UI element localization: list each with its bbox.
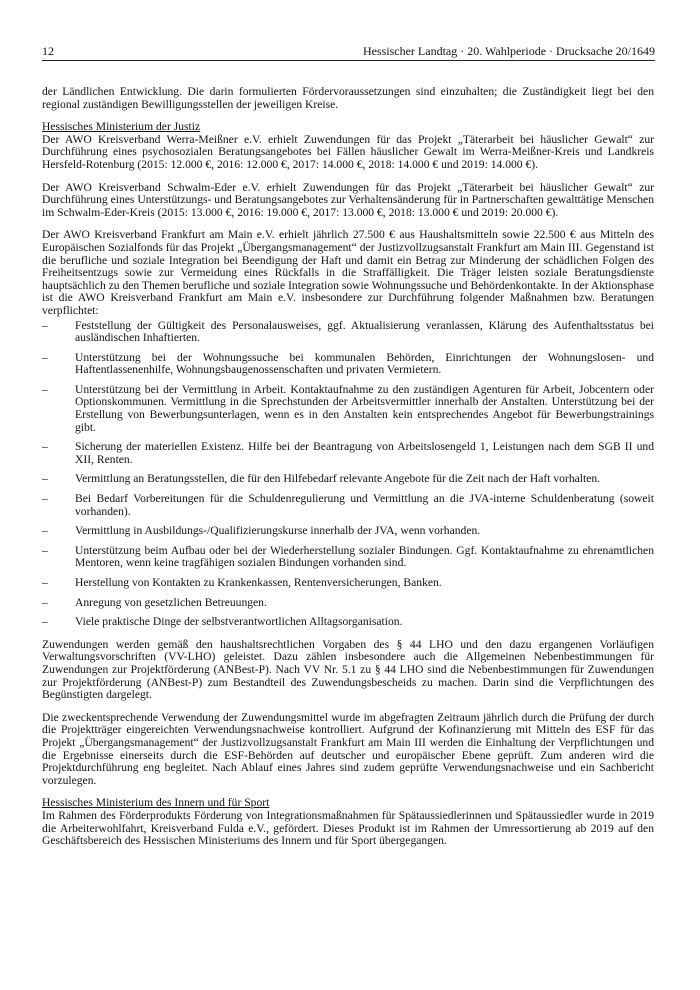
- section-heading-innern: Hessisches Ministerium des Innern und für Sport: [42, 796, 270, 810]
- list-item: [42, 441, 654, 466]
- dash-marker: –: [42, 615, 48, 629]
- section-heading-justiz: Hessisches Ministerium der Justiz: [42, 120, 201, 134]
- dash-marker: –: [42, 382, 48, 396]
- paragraph: Zuwendungen werden gemäß den haushaltsrechtlichen Vorgaben des § 44 LHO und den dazu ergangenen Vorläufigen Verwaltungsvorschriften (VV-LHO) geleistet. Dazu zählen insbesondere auch die Allgemeinen Nebenbestimmungen für Zuwendungen zur Projektförderung (ANBest-P). Nach VV Nr. 5.1 zu § 44 LHO sind die Nebenbestimmungen für Zuwendungen zur Projektförderung (ANBest-P) zum Bestandteil des Zuwendungsbescheids zu machen. Darin sind die Verpflichtungen des Begünstigten dargelegt.: [42, 637, 654, 702]
- measures-list: [42, 320, 654, 629]
- dash-marker: –: [42, 472, 48, 486]
- intro-paragraph: der Ländlichen Entwicklung. Die darin formulierten Fördervoraussetzungen sind einzuhalten; die Zuständigkeit liegt bei den regional zuständigen Bewilligungsstellen der jeweiligen Kreise.: [42, 85, 654, 111]
- paragraph: Der AWO Kreisverband Frankfurt am Main e.V. erhielt jährlich 27.500 € aus Haushaltsmitteln sowie 22.500 € aus Mitteln des Europäischen Sozialfonds für das Projekt „Übergangsmanagement“ der Justizvollzugsanstalt Frankfurt am Main III. Gegenstand ist die berufliche und soziale Integration bei Beendigung der Haft und damit ein Betrag zur Minderung der schädlichen Folgen des Freiheitsentzugs sowie zur Vermeidung eines Rückfalls in die Straffälligkeit. Die Träger leisten soziale Beratungsdienste hauptsächlich zu den Themen berufliche und soziale Integration sowie Wohnungssuche und Behördenkontakte. In der Aktionsphase ist die AWO Kreisverband Frankfurt am Main e.V. insbesondere zur Durchführung folgender Maßnahmen bzw. Beratungen verpflichtet:: [42, 228, 654, 317]
- list-item: [42, 616, 654, 629]
- list-item-text: Unterstützung bei der Wohnungssuche bei kommunalen Behörden, Einrichtungen der Wohnungslosen- und Haftentlassenenhilfe, Wohnungsbaugenossenschaften und privaten Vermietern.: [75, 350, 654, 377]
- dash-marker: –: [42, 524, 48, 538]
- section-justiz: [42, 121, 654, 787]
- list-item: [42, 525, 654, 538]
- dash-marker: –: [42, 440, 48, 454]
- list-item: [42, 320, 654, 345]
- list-item: [42, 597, 654, 610]
- running-head: Hessischer Landtag · 20. Wahlperiode · Drucksache 20/1649: [362, 44, 655, 58]
- list-item-text: Viele praktische Dinge der selbstverantwortlichen Alltagsorganisation.: [75, 615, 403, 629]
- header-rule: [42, 60, 655, 61]
- dash-marker: –: [42, 492, 48, 506]
- list-item: [42, 545, 654, 570]
- list-item: [42, 352, 654, 377]
- dash-marker: –: [42, 543, 48, 557]
- list-item-text: Herstellung von Kontakten zu Krankenkassen, Rentenversicherungen, Banken.: [75, 576, 442, 589]
- section-innern: [42, 797, 654, 847]
- paragraph: Der AWO Kreisverband Werra-Meißner e.V. erhielt Zuwendungen für das Projekt „Täterarbeit bei häuslicher Gewalt“ zur Durchführung eines psychosozialen Beratungsangebotes bei Fällen häuslicher Gewalt im Werra-Meißner-Kreis und Landkreis Hersfeld-Rotenburg (2015: 12.000 €, 2016: 12.000 €, 2017: 14.000 €, 2018: 14.000 € und 2019: 14.000 €).: [42, 132, 654, 171]
- paragraph: Im Rahmen des Förderprodukts Förderung von Integrationsmaßnahmen für Spätaussiedlerinnen und Spätaussiedler wurde in 2019 die Arbeiterwohlfahrt, Kreisverband Fulda e.V., gefördert. Dieses Produkt ist im Rahmen der Umressortierung ab 2019 auf den Geschäftsbereich des Hessischen Ministeriums des Innern und für Sport übergegangen.: [42, 808, 654, 848]
- list-item-text: Anregung von gesetzlichen Betreuungen.: [75, 595, 267, 609]
- paragraph: Die zweckentsprechende Verwendung der Zuwendungsmittel wurde im abgefragten Zeitraum jährlich durch die Prüfung der durch die Projektträger eingereichten Verwendungsnachweise kontrolliert. Aufgrund der Kofinanzierung mit Mitteln des ESF für das Projekt „Übergangsmanagement“ der Justizvollzugsanstalt Frankfurt am Main III werden die Einhaltung der Verpflichtungen und die Ergebnisse einerseits durch die ESF-Behörden auf deutscher und europäischer Ebene geprüft. Zum anderen wird die Projektdurchführung eng begleitet. Nach Ablauf eines Jahres sind zudem geprüfte Verwendungsnachweise und ein Sachbericht vorzulegen.: [42, 710, 654, 787]
- list-item-text: Unterstützung bei der Vermittlung in Arbeit. Kontaktaufnahme zu den zuständigen Agenturen für Arbeit, Jobcentern oder Optionskommunen. Vermittlung in die Sprechstunden der Arbeitsvermittler innerhalb der Anstalten. Unterstützung bei der Erstellung von Bewerbungsunterlagen, wenn es in den Anstalten kein entsprechendes Angebot für Bewerbungstrainings gibt.: [75, 382, 654, 434]
- dash-marker: –: [42, 576, 48, 589]
- list-item-text: Unterstützung beim Aufbau oder bei der Wiederherstellung sozialer Bindungen. Ggf. Kontaktaufnahme zu ehrenamtlichen Mentoren, wenn keine tragfähigen sozialen Bindungen vorhanden sind.: [75, 543, 654, 570]
- document-body: [42, 86, 654, 858]
- paragraph: Der AWO Kreisverband Schwalm-Eder e.V. erhielt Zuwendungen für das Projekt „Täterarbeit bei häuslicher Gewalt“ zur Durchführung eines Unterstützungs- und Beratungsangebotes zur Verhaltensänderung für in Partnerschaften gewalttätige Menschen im Schwalm-Eder-Kreis (2015: 13.000 €, 2016: 19.000 €, 2017: 13.000 €, 2018: 13.000 € und 2019: 20.000 €).: [42, 180, 654, 219]
- list-item-text: Bei Bedarf Vorbereitungen für die Schuldenregulierung und Vermittlung an die JVA-interne Schuldenberatung (soweit vorhanden).: [75, 492, 654, 518]
- list-item-text: Vermittlung an Beratungsstellen, die für den Hilfebedarf relevante Angebote für die Zeit nach der Haft vorhalten.: [75, 472, 601, 486]
- list-item: [42, 473, 654, 486]
- list-item-text: Sicherung der materiellen Existenz. Hilfe bei der Beantragung von Arbeitslosengeld 1, Leistungen nach dem SGB II und XII, Renten.: [75, 440, 654, 466]
- page-header: [42, 44, 655, 60]
- list-item-text: Feststellung der Gültigkeit des Personalausweises, ggf. Aktualisierung veranlassen, Klärung des Aufenthaltsstatus bei ausländischen Inhaftierten.: [75, 318, 654, 345]
- list-item: [42, 577, 654, 590]
- dash-marker: –: [42, 318, 48, 332]
- dash-marker: –: [42, 595, 48, 609]
- list-item-text: Vermittlung in Ausbildungs-/Qualifizierungskurse innerhalb der JVA, wenn vorhanden.: [75, 524, 481, 538]
- dash-marker: –: [42, 350, 48, 364]
- list-item: [42, 384, 654, 434]
- page-number: 12: [42, 44, 54, 58]
- list-item: [42, 493, 654, 518]
